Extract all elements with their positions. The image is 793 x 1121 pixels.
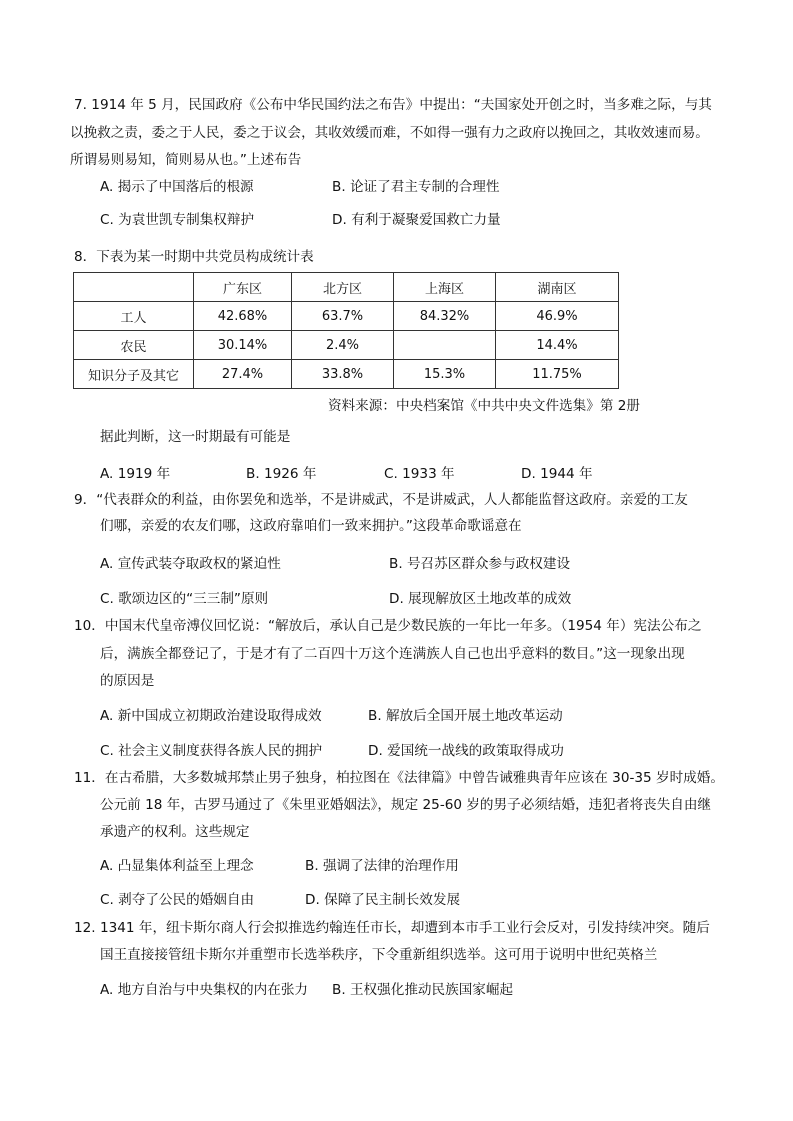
q7-option-a: A. 揭示了中国落后的根源 <box>100 179 254 195</box>
q9-stem-line1: 9．“代表群众的利益，由你罢免和选举，不是讲威武，不是讲威武，人人都能监督这政府。亲爱的工友 <box>74 492 688 508</box>
q9-option-a: A. 宣传武装夺取政权的紧迫性 <box>100 556 281 572</box>
table-cell: 农民 <box>74 331 194 360</box>
q7-option-d: D. 有利于凝聚爱国救亡力量 <box>332 212 501 228</box>
table-row <box>74 302 619 331</box>
q9-option-b: B. 号召苏区群众参与政权建设 <box>389 556 571 572</box>
table-cell: 84.32% <box>394 302 496 331</box>
table-row <box>74 360 619 389</box>
q10-option-d: D. 爱国统一战线的政策取得成功 <box>368 743 564 759</box>
q10-stem-line2: 后，满族全都登记了，于是才有了二百四十万这个连满族人自己也出乎意料的数目。”这一现象出现 <box>100 646 685 662</box>
q12-stem-line1: 12. 1341 年，纽卡斯尔商人行会拟推选约翰连任市长，却遭到本市手工业行会反对，引发持续冲突。随后 <box>74 920 710 936</box>
q8-option-d: D. 1944 年 <box>521 466 593 482</box>
q10-option-a: A. 新中国成立初期政治建设取得成效 <box>100 708 322 724</box>
q7-option-b: B. 论证了君主专制的合理性 <box>332 179 500 195</box>
q10-stem-line1: 10．中国末代皇帝溥仪回忆说：“解放后，承认自己是少数民族的一年比一年多。（1954 年）宪法公布之 <box>74 618 702 634</box>
q12-option-b: B. 王权强化推动民族国家崛起 <box>332 982 514 998</box>
q8-option-b: B. 1926 年 <box>246 466 317 482</box>
q12-stem-line2: 国王直接接管纽卡斯尔并重塑市长选举秩序，下令重新组织选举。这可用于说明中世纪英格兰 <box>100 947 658 963</box>
q9-option-d: D. 展现解放区土地改革的成效 <box>389 591 572 607</box>
q9-stem-line2: 们哪，亲爱的农友们哪，这政府靠咱们一致来拥护。”这段革命歌谣意在 <box>100 518 522 534</box>
table-row <box>74 331 619 360</box>
table-cell: 15.3% <box>394 360 496 389</box>
q11-option-d: D. 保障了民主制长效发展 <box>305 892 461 908</box>
q7-stem-line1: 7. 1914 年 5 月，民国政府《公布中华民国约法之布告》中提出：“夫国家处开创之时，当多难之际，与其 <box>74 97 712 113</box>
table-header-cell: 上海区 <box>394 273 496 302</box>
table-header-cell: 湖南区 <box>496 273 619 302</box>
q8-question: 据此判断，这一时期最有可能是 <box>100 429 291 445</box>
party-member-table <box>73 272 619 389</box>
q7-option-c: C. 为袁世凯专制集权辩护 <box>100 212 255 228</box>
q9-option-c: C. 歌颂边区的“三三制”原则 <box>100 591 269 607</box>
q12-option-a: A. 地方自治与中央集权的内在张力 <box>100 982 309 998</box>
table-header-cell: 北方区 <box>292 273 394 302</box>
q11-option-c: C. 剥夺了公民的婚姻自由 <box>100 892 255 908</box>
q7-stem-line3: 所谓易则易知，简则易从也。”上述布告 <box>70 152 302 168</box>
q10-stem-line3: 的原因是 <box>100 673 155 689</box>
table-source-note: 资料来源：中央档案馆《中共中央文件选集》第 2册 <box>328 398 641 414</box>
q10-option-b: B. 解放后全国开展土地改革运动 <box>368 708 563 724</box>
q8-option-c: C. 1933 年 <box>384 466 455 482</box>
q7-stem-line2: 以挽救之责，委之于人民，委之于议会，其收效缓而难，不如得一强有力之政府以挽回之，其收效速而易。 <box>70 125 709 141</box>
q11-option-b: B. 强调了法律的治理作用 <box>305 858 459 874</box>
table-cell: 46.9% <box>496 302 619 331</box>
q11-stem-line2: 公元前 18 年，古罗马通过了《朱里亚婚姻法》，规定 25-60 岁的男子必须结婚，违犯者将丧失自由继 <box>100 797 712 813</box>
q11-stem-line3: 承遗产的权利。这些规定 <box>100 824 250 840</box>
table-cell: 42.68% <box>194 302 292 331</box>
q8-option-a: A. 1919 年 <box>100 466 171 482</box>
table-cell: 63.7% <box>292 302 394 331</box>
table-header-row <box>74 273 619 302</box>
table-cell: 2.4% <box>292 331 394 360</box>
table-cell: 27.4% <box>194 360 292 389</box>
table-cell: 知识分子及其它 <box>74 360 194 389</box>
table-cell: 11.75% <box>496 360 619 389</box>
table-cell: 14.4% <box>496 331 619 360</box>
table-header-cell <box>74 273 194 302</box>
table-cell <box>394 331 496 360</box>
table-cell: 30.14% <box>194 331 292 360</box>
q10-option-c: C. 社会主义制度获得各族人民的拥护 <box>100 743 323 759</box>
table-cell: 工人 <box>74 302 194 331</box>
q8-stem: 8．下表为某一时期中共党员构成统计表 <box>74 249 314 265</box>
table-cell: 33.8% <box>292 360 394 389</box>
q11-option-a: A. 凸显集体利益至上理念 <box>100 858 254 874</box>
q11-stem-line1: 11．在古希腊，大多数城邦禁止男子独身，柏拉图在《法律篇》中曾告诫雅典青年应该在 30-35 岁时成婚。 <box>74 770 724 786</box>
table-header-cell: 广东区 <box>194 273 292 302</box>
